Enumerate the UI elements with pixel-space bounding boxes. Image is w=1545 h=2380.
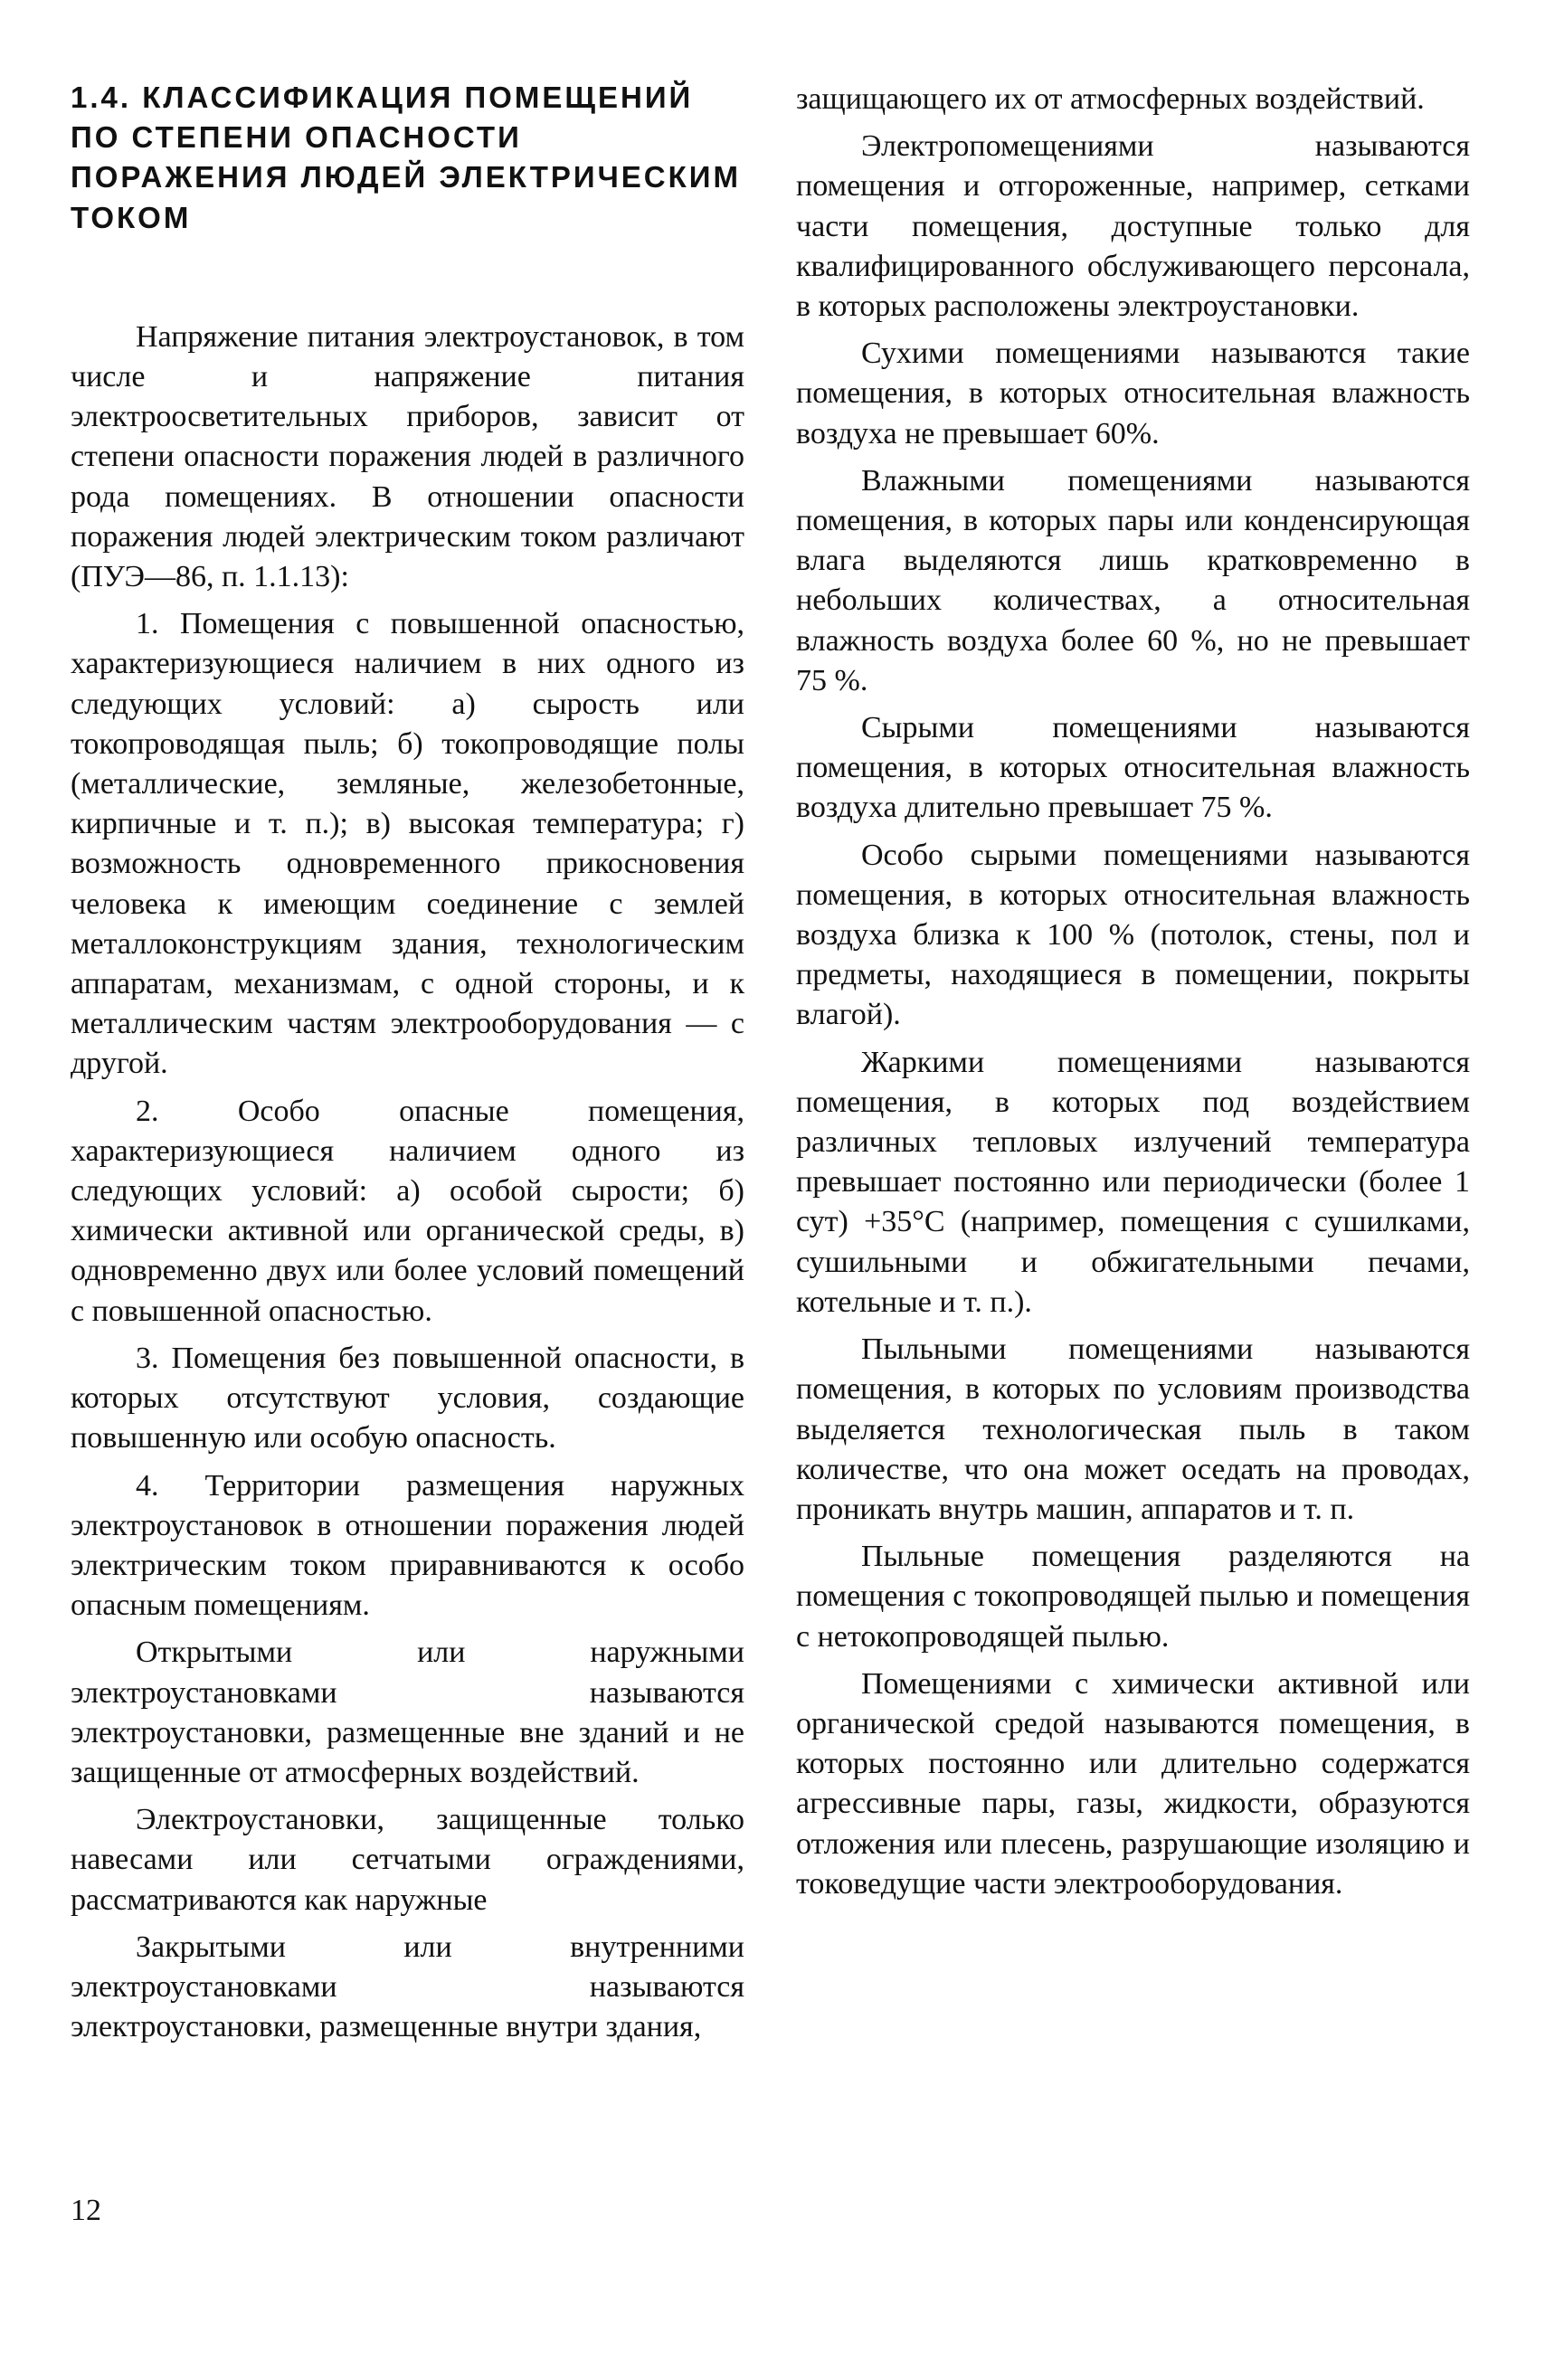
paragraph-item-3: 3. Помещения без повышенной опасности, в которых отсутствуют условия, создающие повышенную или особую опасность.: [71, 1341, 744, 1455]
paragraph-chemically-active-rooms: Помещениями с химически активной или органической средой называются помещения, в которых постоянно или длительно содержатся агрессивные пары, газы, жидкости, образуются отложения или плесень, разрушающие изоляцию и токоведущие части электрооборудования.: [796, 1666, 1470, 1901]
paragraph-item-2: 2. Особо опасные помещения, характеризующиеся наличием одного из следующих условий: а) особой сырости; б) химически активной или органической среды, в) одновременно двух или более условий помещений с повышенной опасностью.: [71, 1094, 744, 1328]
paragraph-electrical-rooms: Электропомещениями называются помещения и отгороженные, например, сетками части помещения, доступные только для квалифицированного обслуживающего персонала, в которых расположены электроустановки.: [796, 129, 1470, 324]
page-number: 12: [71, 2194, 101, 2227]
paragraph-dusty-rooms: Пыльными помещениями называются помещения, в которых по условиям производства выделяется технологическая пыль в таком количестве, что она может оседать на проводах, проникать внутрь машин, аппаратов и т. п.: [796, 1332, 1470, 1526]
paragraph-damp-rooms: Влажными помещениями называются помещения, в которых пары или конденсирующая влага выделяются лишь кратковременно в небольших количествах, а относительная влажность воздуха более 60 %, но не превышает 75 %.: [796, 463, 1470, 697]
paragraph-wet-rooms: Сырыми помещениями называются помещения, в которых относительная влажность воздуха длительно превышает 75 %.: [796, 711, 1470, 825]
paragraph-intro: Напряжение питания электроустановок, в том числе и напряжение питания электроосветительных приборов, зависит от степени опасности поражения людей в различного рода помещениях. В отношении опасности поражения людей электрическим током различают (ПУЭ—86, п. 1.1.13):: [71, 319, 744, 594]
paragraph-outdoor-installations: Открытыми или наружными электроустановками называются электроустановки, размещенные вне зданий и не защищенные от атмосферных воздействий.: [71, 1636, 744, 1789]
left-column: [71, 78, 744, 2054]
right-column: [796, 80, 1470, 1911]
paragraph-dusty-rooms-division: Пыльные помещения разделяются на помещения с токопроводящей пылью и помещения с нетокопроводящей пылью.: [796, 1540, 1470, 1654]
paragraph-item-4: 4. Территории размещения наружных электроустановок в отношении поражения людей электрическим током приравниваются к особо опасным помещениям.: [71, 1468, 744, 1623]
paragraph-continuation: защищающего их от атмосферных воздействий.: [796, 82, 1425, 116]
paragraph-sheltered-installations: Электроустановки, защищенные только навесами или сетчатыми ограждениями, рассматриваются как наружные: [71, 1803, 744, 1917]
paragraph-hot-rooms: Жаркими помещениями называются помещения, в которых под воздействием различных тепловых излучений температура превышает постоянно или периодически (более 1 сут) +35°С (например, помещения с сушилками, сушильными и обжигательными печами, котельные и т. п.).: [796, 1045, 1470, 1319]
paragraph-very-wet-rooms: Особо сырыми помещениями называются помещения, в которых относительная влажность воздуха близка к 100 % (потолок, стены, пол и предметы, находящиеся в помещении, покрыты влагой).: [796, 838, 1470, 1032]
paragraph-item-1: 1. Помещения с повышенной опасностью, характеризующиеся наличием в них одного из следующих условий: а) сырость или токопроводящая пыль; б) токопроводящие полы (металлические, земляные, железобетонные, кирпичные и т. п.); в) высокая температура; г) возможность одновременного прикосновения человека к имеющим соединение с землей металлоконструкциям здания, технологическим аппаратам, механизмам, с одной стороны, и к металлическим частям электрооборудования — с другой.: [71, 607, 744, 1081]
paragraph-indoor-installations: Закрытыми или внутренними электроустановками называются электроустановки, размещенные внутри здания,: [71, 1930, 744, 2044]
section-title: 1.4. КЛАССИФИКАЦИЯ ПОМЕЩЕНИЙ ПО СТЕПЕНИ ОПАСНОСТИ ПОРАЖЕНИЯ ЛЮДЕЙ ЭЛЕКТРИЧЕСКИМ ТОКОМ: [71, 81, 741, 234]
paragraph-dry-rooms: Сухими помещениями называются такие помещения, в которых относительная влажность воздуха не превышает 60%.: [796, 337, 1470, 450]
